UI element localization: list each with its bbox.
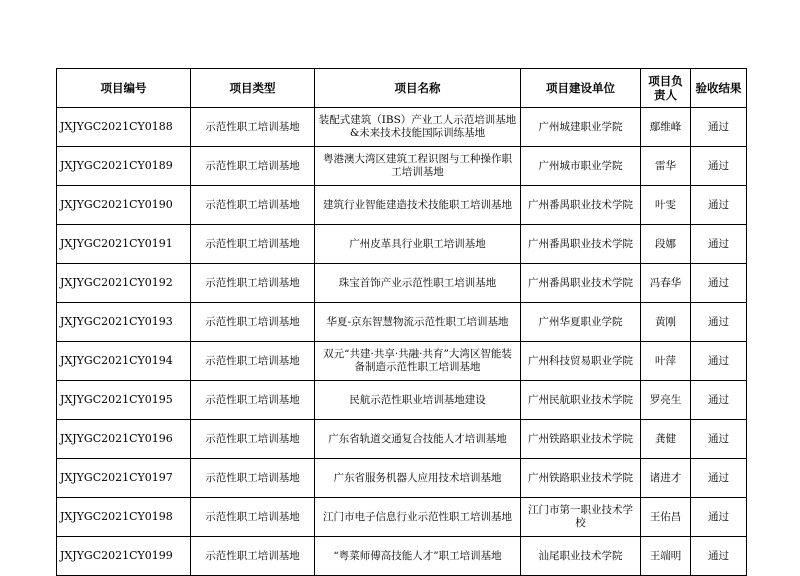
table-header — [57, 69, 747, 108]
cell-project-person: 王佑昌 — [641, 498, 691, 537]
cell-acceptance-result: 通过 — [691, 537, 747, 576]
cell-project-name: 装配式建筑（IBS）产业工人示范培训基地&未来技术技能国际训练基地 — [315, 108, 521, 147]
cell-project-code: JXJYGC2021CY0188 — [57, 108, 191, 147]
column-header-project-code: 项目编号 — [57, 69, 191, 108]
cell-project-name: 广州皮革具行业职工培训基地 — [315, 225, 521, 264]
cell-project-code: JXJYGC2021CY0199 — [57, 537, 191, 576]
table-row — [57, 420, 747, 459]
cell-project-name: “粤菜师傅高技能人才”职工培训基地 — [315, 537, 521, 576]
cell-project-person: 诸进才 — [641, 459, 691, 498]
cell-project-person: 鄢维峰 — [641, 108, 691, 147]
cell-project-code: JXJYGC2021CY0194 — [57, 342, 191, 381]
cell-project-unit: 江门市第一职业技术学校 — [521, 498, 641, 537]
cell-project-name: 广东省服务机器人应用技术培训基地 — [315, 459, 521, 498]
table-row — [57, 147, 747, 186]
cell-project-type: 示范性职工培训基地 — [191, 225, 315, 264]
cell-project-unit: 广州番禺职业技术学院 — [521, 264, 641, 303]
cell-project-type: 示范性职工培训基地 — [191, 537, 315, 576]
cell-project-name: 广东省轨道交通复合技能人才培训基地 — [315, 420, 521, 459]
cell-acceptance-result: 通过 — [691, 225, 747, 264]
cell-project-name: 建筑行业智能建造技术技能职工培训基地 — [315, 186, 521, 225]
table-row — [57, 108, 747, 147]
column-header-project-person: 项目负责人 — [641, 69, 691, 108]
column-header-acceptance-result: 验收结果 — [691, 69, 747, 108]
cell-project-type: 示范性职工培训基地 — [191, 498, 315, 537]
cell-project-name: 双元“共建·共享·共融·共育”大湾区智能装备制造示范性职工培训基地 — [315, 342, 521, 381]
cell-project-code: JXJYGC2021CY0193 — [57, 303, 191, 342]
column-header-project-unit: 项目建设单位 — [521, 69, 641, 108]
cell-acceptance-result: 通过 — [691, 264, 747, 303]
cell-project-type: 示范性职工培训基地 — [191, 108, 315, 147]
cell-project-code: JXJYGC2021CY0195 — [57, 381, 191, 420]
cell-project-person: 冯春华 — [641, 264, 691, 303]
cell-project-person: 龚健 — [641, 420, 691, 459]
cell-project-name: 江门市电子信息行业示范性职工培训基地 — [315, 498, 521, 537]
table-row — [57, 342, 747, 381]
cell-project-unit: 广州民航职业技术学院 — [521, 381, 641, 420]
cell-project-name: 民航示范性职业培训基地建设 — [315, 381, 521, 420]
cell-acceptance-result: 通过 — [691, 186, 747, 225]
cell-project-code: JXJYGC2021CY0192 — [57, 264, 191, 303]
cell-project-name: 珠宝首饰产业示范性职工培训基地 — [315, 264, 521, 303]
cell-project-person: 段娜 — [641, 225, 691, 264]
table-row — [57, 459, 747, 498]
cell-project-name: 粤港澳大湾区建筑工程识图与工种操作职工培训基地 — [315, 147, 521, 186]
cell-acceptance-result: 通过 — [691, 303, 747, 342]
table-row — [57, 186, 747, 225]
table-row — [57, 303, 747, 342]
cell-project-person: 叶雯 — [641, 186, 691, 225]
cell-acceptance-result: 通过 — [691, 381, 747, 420]
column-header-project-type: 项目类型 — [191, 69, 315, 108]
table-row — [57, 381, 747, 420]
cell-acceptance-result: 通过 — [691, 342, 747, 381]
cell-project-code: JXJYGC2021CY0197 — [57, 459, 191, 498]
cell-project-type: 示范性职工培训基地 — [191, 342, 315, 381]
cell-project-code: JXJYGC2021CY0196 — [57, 420, 191, 459]
project-acceptance-table — [56, 68, 747, 576]
table-header-row — [57, 69, 747, 108]
cell-project-person: 黄刚 — [641, 303, 691, 342]
table-row — [57, 225, 747, 264]
cell-project-code: JXJYGC2021CY0191 — [57, 225, 191, 264]
cell-project-person: 叶萍 — [641, 342, 691, 381]
cell-project-type: 示范性职工培训基地 — [191, 147, 315, 186]
cell-project-unit: 汕尾职业技术学院 — [521, 537, 641, 576]
cell-project-code: JXJYGC2021CY0198 — [57, 498, 191, 537]
cell-project-person: 王端明 — [641, 537, 691, 576]
project-acceptance-table-container — [56, 68, 746, 576]
cell-project-code: JXJYGC2021CY0190 — [57, 186, 191, 225]
cell-acceptance-result: 通过 — [691, 420, 747, 459]
cell-project-unit: 广州铁路职业技术学院 — [521, 459, 641, 498]
cell-project-unit: 广州番禺职业技术学院 — [521, 225, 641, 264]
table-row — [57, 537, 747, 576]
cell-project-name: 华夏-京东智慧物流示范性职工培训基地 — [315, 303, 521, 342]
cell-acceptance-result: 通过 — [691, 459, 747, 498]
cell-project-unit: 广州城建职业学院 — [521, 108, 641, 147]
cell-acceptance-result: 通过 — [691, 108, 747, 147]
cell-project-unit: 广州铁路职业技术学院 — [521, 420, 641, 459]
cell-project-type: 示范性职工培训基地 — [191, 459, 315, 498]
cell-project-type: 示范性职工培训基地 — [191, 264, 315, 303]
cell-project-code: JXJYGC2021CY0189 — [57, 147, 191, 186]
cell-project-type: 示范性职工培训基地 — [191, 303, 315, 342]
cell-acceptance-result: 通过 — [691, 498, 747, 537]
cell-project-unit: 广州科技贸易职业学院 — [521, 342, 641, 381]
cell-project-unit: 广州番禺职业技术学院 — [521, 186, 641, 225]
table-body — [57, 108, 747, 576]
cell-project-person: 雷华 — [641, 147, 691, 186]
cell-project-type: 示范性职工培训基地 — [191, 420, 315, 459]
cell-project-type: 示范性职工培训基地 — [191, 381, 315, 420]
cell-project-unit: 广州华夏职业学院 — [521, 303, 641, 342]
column-header-project-name: 项目名称 — [315, 69, 521, 108]
cell-project-type: 示范性职工培训基地 — [191, 186, 315, 225]
cell-acceptance-result: 通过 — [691, 147, 747, 186]
table-row — [57, 498, 747, 537]
table-row — [57, 264, 747, 303]
cell-project-unit: 广州城市职业学院 — [521, 147, 641, 186]
cell-project-person: 罗亮生 — [641, 381, 691, 420]
